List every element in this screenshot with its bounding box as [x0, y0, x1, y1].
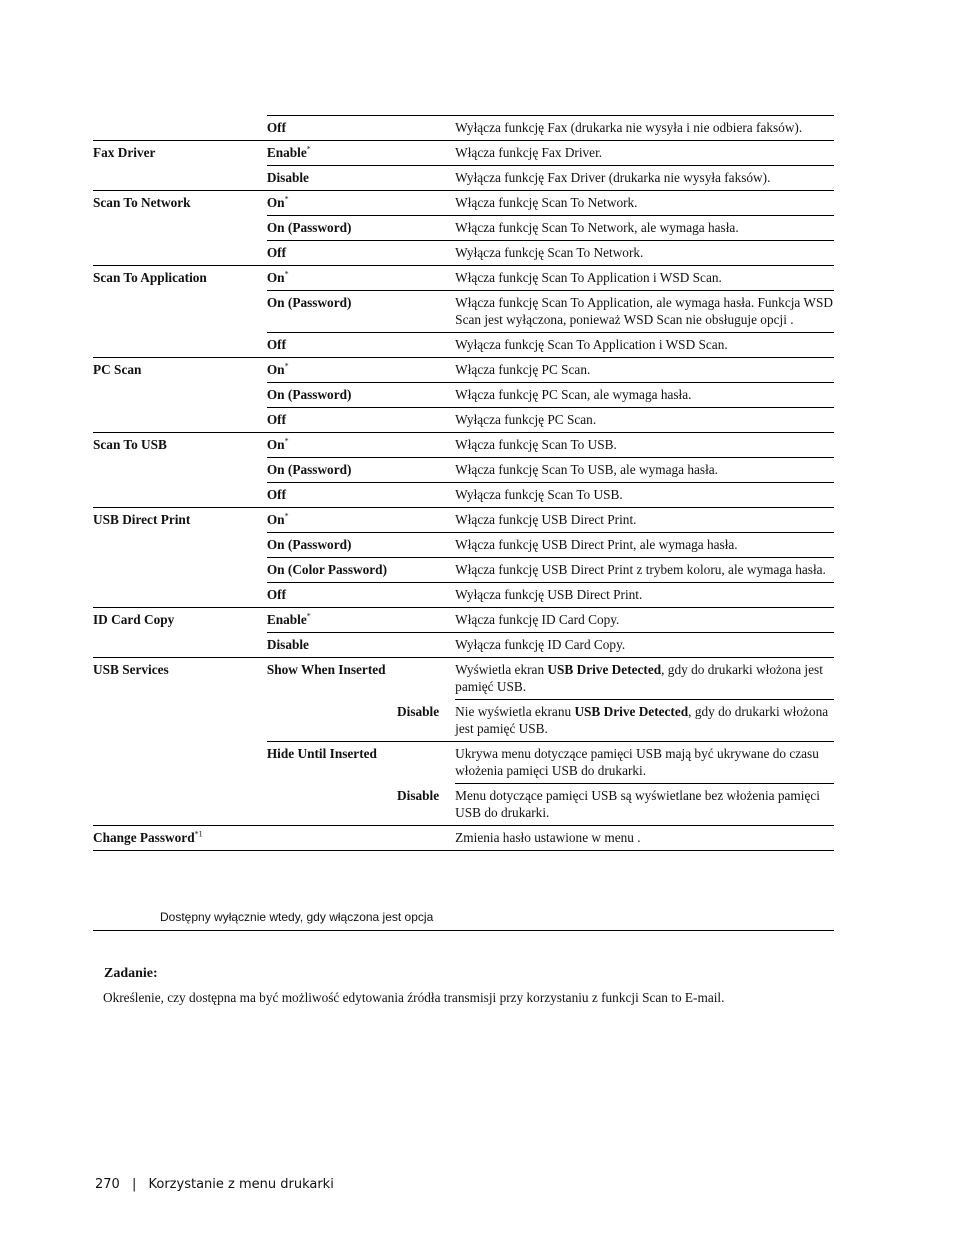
desc-bold: USB Drive Detected [547, 662, 662, 677]
option-label: On (Password) [266, 387, 352, 402]
setting-name: USB Direct Print [93, 508, 267, 533]
table-row [93, 191, 834, 216]
task-description: Określenie, czy dostępna ma być możliwość edytowania źródła transmisji przy korzystaniu z funkcji Scan to E-mail. [103, 990, 725, 1005]
option-label: On [266, 195, 285, 210]
settings-table-body [93, 116, 834, 851]
page-footer [95, 1177, 334, 1192]
default-marker: * [306, 144, 311, 154]
settings-table [93, 115, 834, 851]
setting-option [267, 633, 455, 658]
table-row [93, 784, 834, 826]
setting-name [93, 558, 267, 583]
table-row [93, 166, 834, 191]
option-label: Enable [266, 612, 307, 627]
setting-description [455, 658, 834, 700]
sub-option: Disable [397, 787, 440, 803]
option-label: Enable [266, 145, 307, 160]
setting-option [267, 141, 455, 166]
setting-description: Włącza funkcję USB Direct Print. [455, 508, 834, 533]
desc-text: Wyświetla ekran [455, 662, 548, 677]
setting-option [267, 241, 455, 266]
setting-name [93, 166, 267, 191]
setting-description: Wyłącza funkcję Fax (drukarka nie wysyła i nie odbiera faksów). [455, 116, 834, 141]
setting-option [267, 333, 455, 358]
setting-option [267, 458, 455, 483]
setting-option [267, 608, 455, 633]
option-label: Disable [266, 170, 309, 185]
sub-option: Disable [397, 703, 440, 719]
setting-option: Hide Until Inserted [267, 742, 455, 784]
desc-text: Nie wyświetla ekranu [455, 704, 575, 719]
option-label: On (Password) [266, 220, 352, 235]
setting-option [267, 508, 455, 533]
table-row [93, 216, 834, 241]
setting-description: Wyłącza funkcję USB Direct Print. [455, 583, 834, 608]
default-marker: * [306, 611, 311, 621]
setting-name [93, 116, 267, 141]
setting-description [455, 700, 834, 742]
option-label: On (Password) [266, 295, 352, 310]
table-row [93, 333, 834, 358]
setting-description: Włącza funkcję USB Direct Print z trybem koloru, ale wymaga hasła. [455, 558, 834, 583]
setting-name: ID Card Copy [93, 608, 267, 633]
setting-name [93, 458, 267, 483]
default-marker: * [284, 511, 289, 521]
setting-name [93, 742, 267, 784]
setting-description: Włącza funkcję Scan To Network. [455, 191, 834, 216]
default-marker: * [284, 436, 289, 446]
setting-option [267, 583, 455, 608]
setting-name [93, 216, 267, 241]
setting-option [267, 483, 455, 508]
table-row [93, 700, 834, 742]
task-heading: Zadanie: [104, 966, 158, 981]
setting-name: Fax Driver [93, 141, 267, 166]
option-label: Off [266, 587, 287, 602]
table-row [93, 558, 834, 583]
setting-name [93, 826, 267, 851]
option-label: Off [266, 337, 287, 352]
option-label: Disable [266, 637, 309, 652]
setting-option [267, 826, 455, 851]
setting-description: Włącza funkcję PC Scan, ale wymaga hasła. [455, 383, 834, 408]
setting-option [267, 433, 455, 458]
default-marker: * [284, 269, 289, 279]
table-row [93, 141, 834, 166]
setting-description: Włącza funkcję Scan To Application i WSD Scan. [455, 266, 834, 291]
table-row [93, 383, 834, 408]
setting-name [93, 383, 267, 408]
setting-description: Wyłącza funkcję Fax Driver (drukarka nie wysyła faksów). [455, 166, 834, 191]
table-row [93, 658, 834, 700]
setting-description: Wyłącza funkcję PC Scan. [455, 408, 834, 433]
setting-name [93, 241, 267, 266]
setting-name [93, 583, 267, 608]
setting-option [267, 383, 455, 408]
table-row [93, 458, 834, 483]
setting-description: Wyłącza funkcję Scan To Application i WSD Scan. [455, 333, 834, 358]
footnote-marker: *1 [194, 829, 203, 839]
table-row [93, 116, 834, 141]
setting-option [267, 533, 455, 558]
setting-name [93, 291, 267, 333]
table-row [93, 633, 834, 658]
setting-description: Włącza funkcję Scan To Network, ale wymaga hasła. [455, 216, 834, 241]
setting-name: Scan To Network [93, 191, 267, 216]
table-row [93, 433, 834, 458]
option-label: Off [266, 487, 287, 502]
setting-description: Wyłącza funkcję Scan To USB. [455, 483, 834, 508]
table-row [93, 266, 834, 291]
setting-option [267, 266, 455, 291]
setting-name: Scan To USB [93, 433, 267, 458]
desc-text: , gdy do drukarki włożona jest pamięć USB. [455, 662, 823, 694]
setting-option [267, 408, 455, 433]
setting-option: Show When Inserted [267, 658, 455, 700]
desc-text: , gdy do drukarki włożona jest pamięć USB. [455, 704, 829, 736]
option-label: On [266, 270, 285, 285]
table-row [93, 608, 834, 633]
setting-name [93, 633, 267, 658]
table-row [93, 291, 834, 333]
setting-description: Włącza funkcję ID Card Copy. [455, 608, 834, 633]
table-row [93, 508, 834, 533]
setting-name [93, 784, 267, 826]
setting-option [267, 166, 455, 191]
setting-description: Włącza funkcję Scan To Application, ale wymaga hasła. Funkcja WSD Scan jest wyłączona, ponieważ WSD Scan nie obsługuje opcji . [455, 291, 834, 333]
table-row [93, 408, 834, 433]
table-row [93, 742, 834, 784]
setting-option [267, 191, 455, 216]
setting-description: Włącza funkcję USB Direct Print, ale wymaga hasła. [455, 533, 834, 558]
footnote-row [93, 907, 834, 931]
footnote-text: Dostępny wyłącznie wtedy, gdy włączona jest opcja [160, 910, 434, 924]
setting-name [93, 700, 267, 742]
table-row [93, 241, 834, 266]
default-marker: * [284, 194, 289, 204]
option-label: Off [266, 120, 287, 135]
footer-section-title: Korzystanie z menu drukarki [148, 1177, 334, 1192]
page-number: 270 [95, 1177, 120, 1192]
setting-description: Menu dotyczące pamięci USB są wyświetlane bez włożenia pamięci USB do drukarki. [455, 784, 834, 826]
option-label: On [266, 362, 285, 377]
setting-description: Włącza funkcję Fax Driver. [455, 141, 834, 166]
table-row [93, 826, 834, 851]
setting-description: Zmienia hasło ustawione w menu . [455, 826, 834, 851]
setting-description: Wyłącza funkcję Scan To Network. [455, 241, 834, 266]
setting-option [267, 358, 455, 383]
setting-option [267, 558, 455, 583]
table-row [93, 483, 834, 508]
setting-description: Ukrywa menu dotyczące pamięci USB mają być ukrywane do czasu włożenia pamięci USB do drukarki. [455, 742, 834, 784]
option-label: Off [266, 412, 287, 427]
option-label: On (Color Password) [266, 562, 388, 577]
setting-name [93, 333, 267, 358]
desc-bold: USB Drive Detected [574, 704, 689, 719]
setting-option [267, 116, 455, 141]
option-label: On [266, 512, 285, 527]
default-marker: * [284, 361, 289, 371]
setting-option [267, 216, 455, 241]
setting-description: Włącza funkcję Scan To USB, ale wymaga hasła. [455, 458, 834, 483]
table-row [93, 358, 834, 383]
setting-label: Change Password [93, 830, 195, 845]
setting-name [93, 483, 267, 508]
option-label: On (Password) [266, 537, 352, 552]
option-label: On (Password) [266, 462, 352, 477]
setting-name: USB Services [93, 658, 267, 700]
setting-description: Włącza funkcję Scan To USB. [455, 433, 834, 458]
setting-description: Wyłącza funkcję ID Card Copy. [455, 633, 834, 658]
option-label: Off [266, 245, 287, 260]
footer-separator: | [131, 1177, 137, 1192]
setting-name: PC Scan [93, 358, 267, 383]
setting-name [93, 533, 267, 558]
setting-description: Włącza funkcję PC Scan. [455, 358, 834, 383]
setting-option [267, 291, 455, 333]
option-label: On [266, 437, 285, 452]
setting-name [93, 408, 267, 433]
table-row [93, 533, 834, 558]
setting-name: Scan To Application [93, 266, 267, 291]
table-row [93, 583, 834, 608]
